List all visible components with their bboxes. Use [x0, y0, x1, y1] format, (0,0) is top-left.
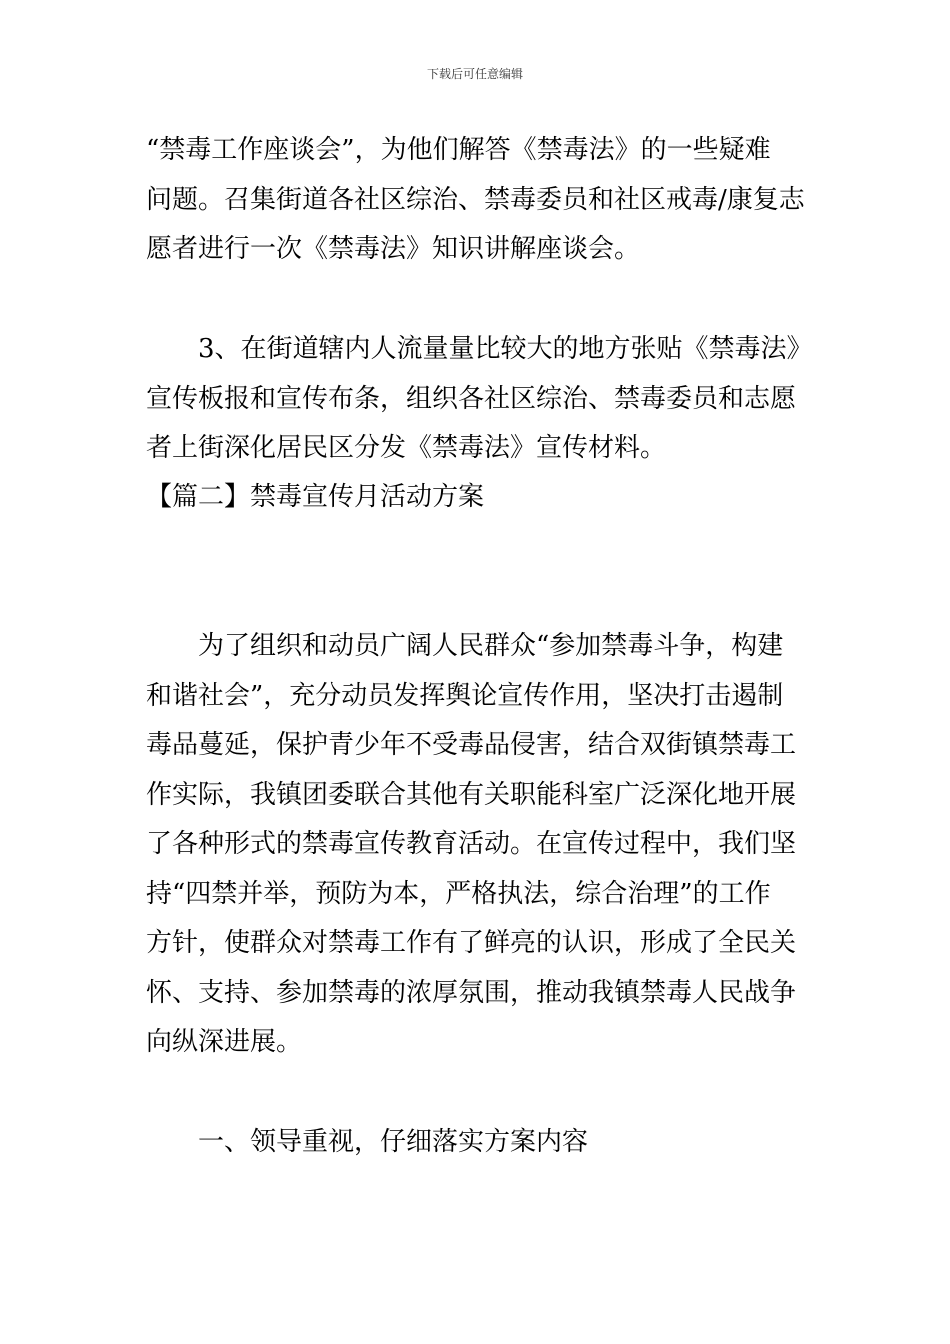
- heading-line: 一、领导重视，仔细落实方案内容: [198, 1127, 589, 1157]
- text-line: 愿者进行一次《禁毒法》知识讲解座谈会。: [146, 234, 641, 264]
- text-line: 向纵深进展。: [146, 1027, 303, 1057]
- text-line: 宣传板报和宣传布条，组织各社区综治、禁毒委员和志愿: [146, 383, 797, 414]
- text-line: 持“四禁并举，预防为本，严格执法，综合治理”的工作: [146, 878, 771, 909]
- text-line: 毒品蔓延，保护青少年不受毒品侵害，结合双街镇禁毒工: [146, 730, 797, 760]
- text-line: 了各种形式的禁毒宣传教育活动。在宣传过程中，我们坚: [146, 829, 797, 859]
- text-line: 问题。召集街道各社区综治、禁毒委员和社区戒毒/康复志: [146, 184, 805, 215]
- text-line: 者上街深化居民区分发《禁毒法》宣传材料。: [146, 433, 667, 463]
- text-line: 3、在街道辖内人流量量比较大的地方张贴《禁毒法》: [198, 334, 813, 364]
- heading-line: 【篇二】禁毒宣传月活动方案: [146, 482, 485, 512]
- subsection-heading: [146, 1118, 816, 1168]
- page-header: 下载后可任意编辑: [426, 67, 523, 81]
- text-line: 和谐社会”，充分动员发挥舆论宣传作用，坚决打击遏制: [146, 680, 784, 711]
- text-line: 为了组织和动员广阔人民群众“参加禁毒斗争，构建: [198, 631, 784, 661]
- text-line: “禁毒工作座谈会”，为他们解答《禁毒法》的一些疑难: [146, 135, 771, 165]
- section-heading: [146, 473, 816, 523]
- paragraph-intro: [146, 622, 816, 1068]
- paragraph-seminar: [146, 126, 816, 275]
- text-line: 作实际，我镇团委联合其他有关职能科室广泛深化地开展: [146, 779, 797, 810]
- text-line: 怀、支持、参加禁毒的浓厚氛围，推动我镇禁毒人民战争: [146, 977, 797, 1008]
- paragraph-item-3: [146, 325, 816, 474]
- text-line: 方针，使群众对禁毒工作有了鲜亮的认识，形成了全民关: [146, 928, 797, 958]
